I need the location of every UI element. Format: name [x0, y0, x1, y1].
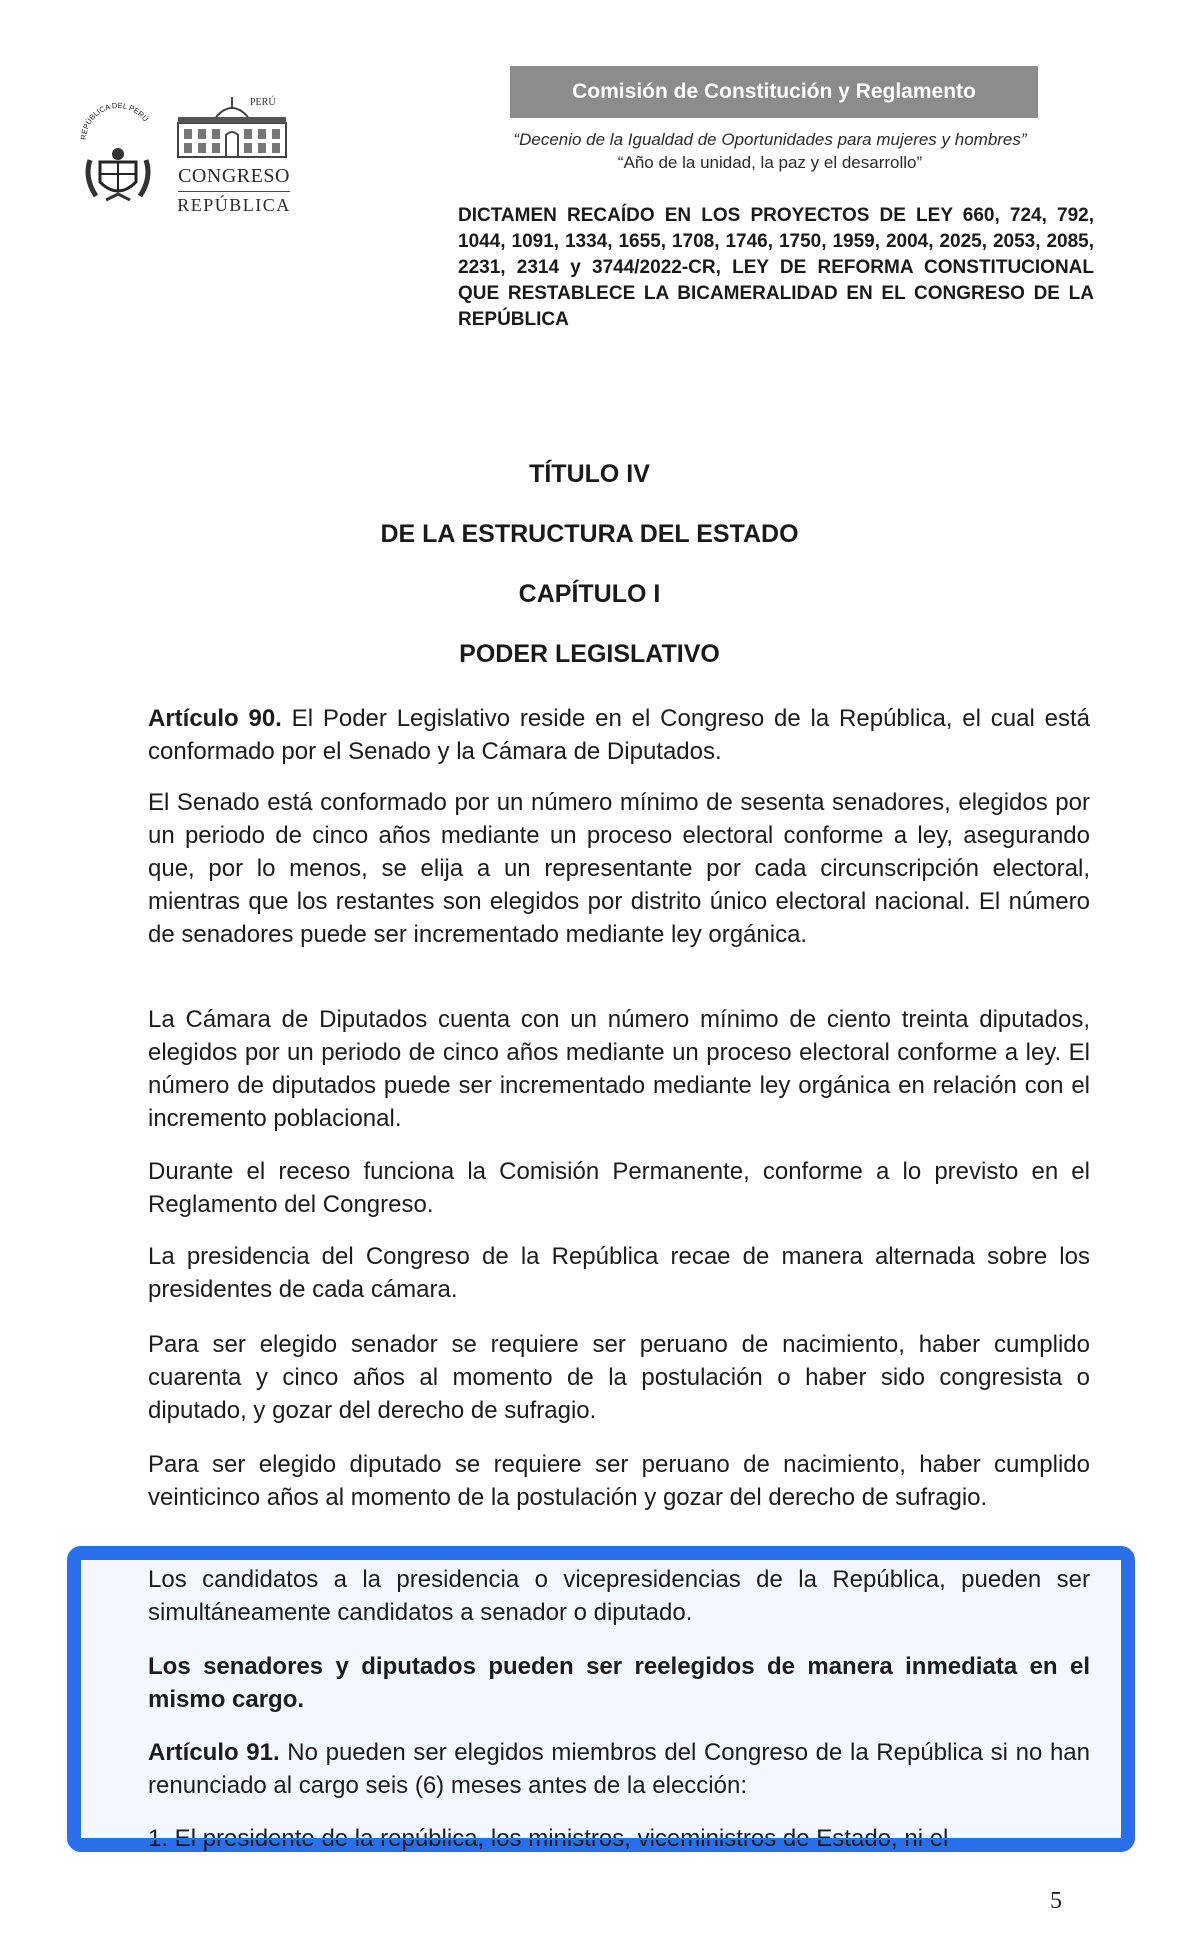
logo-divider — [178, 191, 290, 192]
senado-paragraph: El Senado está conformado por un número mínimo de sesenta senadores, elegidos por un periodo de cinco años mediante un proceso electoral conforme a ley, asegurando que, por lo menos, se elija a un representante por cada circunscripción electoral, mientras que los restantes son elegidos por distrito único electoral nacional. El número de senadores puede ser incrementado mediante ley orgánica. — [148, 789, 1090, 948]
article-91-text: No pueden ser elegidos miembros del Congreso de la República si no han renunciado al cargo seis (6) meses antes de la elección: — [148, 1739, 1091, 1799]
article-91-label: Artículo 91. — [148, 1739, 280, 1766]
article-90-label: Artículo 90. — [148, 705, 282, 732]
article-91-item-1: 1. El presidente de la república, los ministros, viceministros de Estado, ni el — [148, 1825, 949, 1852]
logo-congreso-text: CONGRESO — [178, 165, 290, 187]
commission-banner: Comisión de Constitución y Reglamento — [510, 66, 1038, 118]
diputado-requirements-paragraph: Para ser elegido diputado se requiere ser peruano de nacimiento, haber cumplido veinticinco años al momento de la postulación y gozar del derecho de sufragio. — [148, 1451, 1090, 1511]
logo-republica-text: REPÚBLICA — [177, 195, 291, 215]
poder-legislativo-heading: PODER LEGISLATIVO — [459, 640, 720, 668]
senador-requirements-paragraph: Para ser elegido senador se requiere ser peruano de nacimiento, haber cumplido cuarenta y cinco años al momento de la postulación o haber sido congresista o diputado, y gozar del derecho de sufragio. — [148, 1331, 1090, 1424]
seal-text: REPÚBLICA DEL PERÚ — [78, 100, 151, 141]
peru-coat-of-arms-icon — [78, 100, 158, 210]
candidatos-paragraph: Los candidatos a la presidencia o vicepresidencias de la República, pueden ser simultáneamente candidatos a senador o diputado. — [148, 1566, 1090, 1626]
title-iv-heading: TÍTULO IV — [529, 460, 650, 488]
year-motto: “Año de la unidad, la paz y el desarrollo” — [617, 153, 923, 172]
article-91-paragraph — [148, 1736, 1090, 1802]
article-90-text: El Poder Legislativo reside en el Congreso de la República, el cual está conformado por el Senado y la Cámara de Diputados. — [148, 705, 1090, 765]
reeleccion-paragraph: Los senadores y diputados pueden ser reelegidos de manera inmediata en el mismo cargo. — [148, 1653, 1090, 1713]
receso-paragraph: Durante el receso funciona la Comisión Permanente, conforme a lo previsto en el Reglamento del Congreso. — [148, 1158, 1090, 1218]
article-90-paragraph — [148, 702, 1090, 768]
svg-text:REPÚBLICA DEL PERÚ — [79, 101, 150, 140]
congreso-logo — [170, 95, 295, 220]
dictamen-title: DICTAMEN RECAÍDO EN LOS PROYECTOS DE LEY 660, 724, 792, 1044, 1091, 1334, 1655, 1708, 1746, 1750, 1959, 2004, 2025, 2053, 2085, 2231, 2314 y 3744/2022-CR, LEY DE REFORMA CONSTITUCIONAL QUE RESTABLECE LA BICAMERALIDAD EN EL CONGRESO DE LA REPÚBLICA — [458, 205, 1094, 330]
capitulo-heading: CAPÍTULO I — [518, 580, 661, 608]
estructura-heading: DE LA ESTRUCTURA DEL ESTADO — [380, 520, 799, 548]
presidencia-paragraph: La presidencia del Congreso de la República recae de manera alternada sobre los presidentes de cada cámara. — [148, 1243, 1090, 1303]
logo-peru-text: PERÚ — [250, 97, 276, 108]
camara-paragraph: La Cámara de Diputados cuenta con un número mínimo de ciento treinta diputados, elegidos por un periodo de cinco años mediante un proceso electoral conforme a ley. El número de diputados puede ser incrementado mediante ley orgánica en relación con el incremento poblacional. — [148, 1006, 1090, 1132]
page-number: 5 — [1050, 1888, 1062, 1914]
decenio-motto: “Decenio de la Igualdad de Oportunidades para mujeres y hombres” — [513, 130, 1027, 149]
